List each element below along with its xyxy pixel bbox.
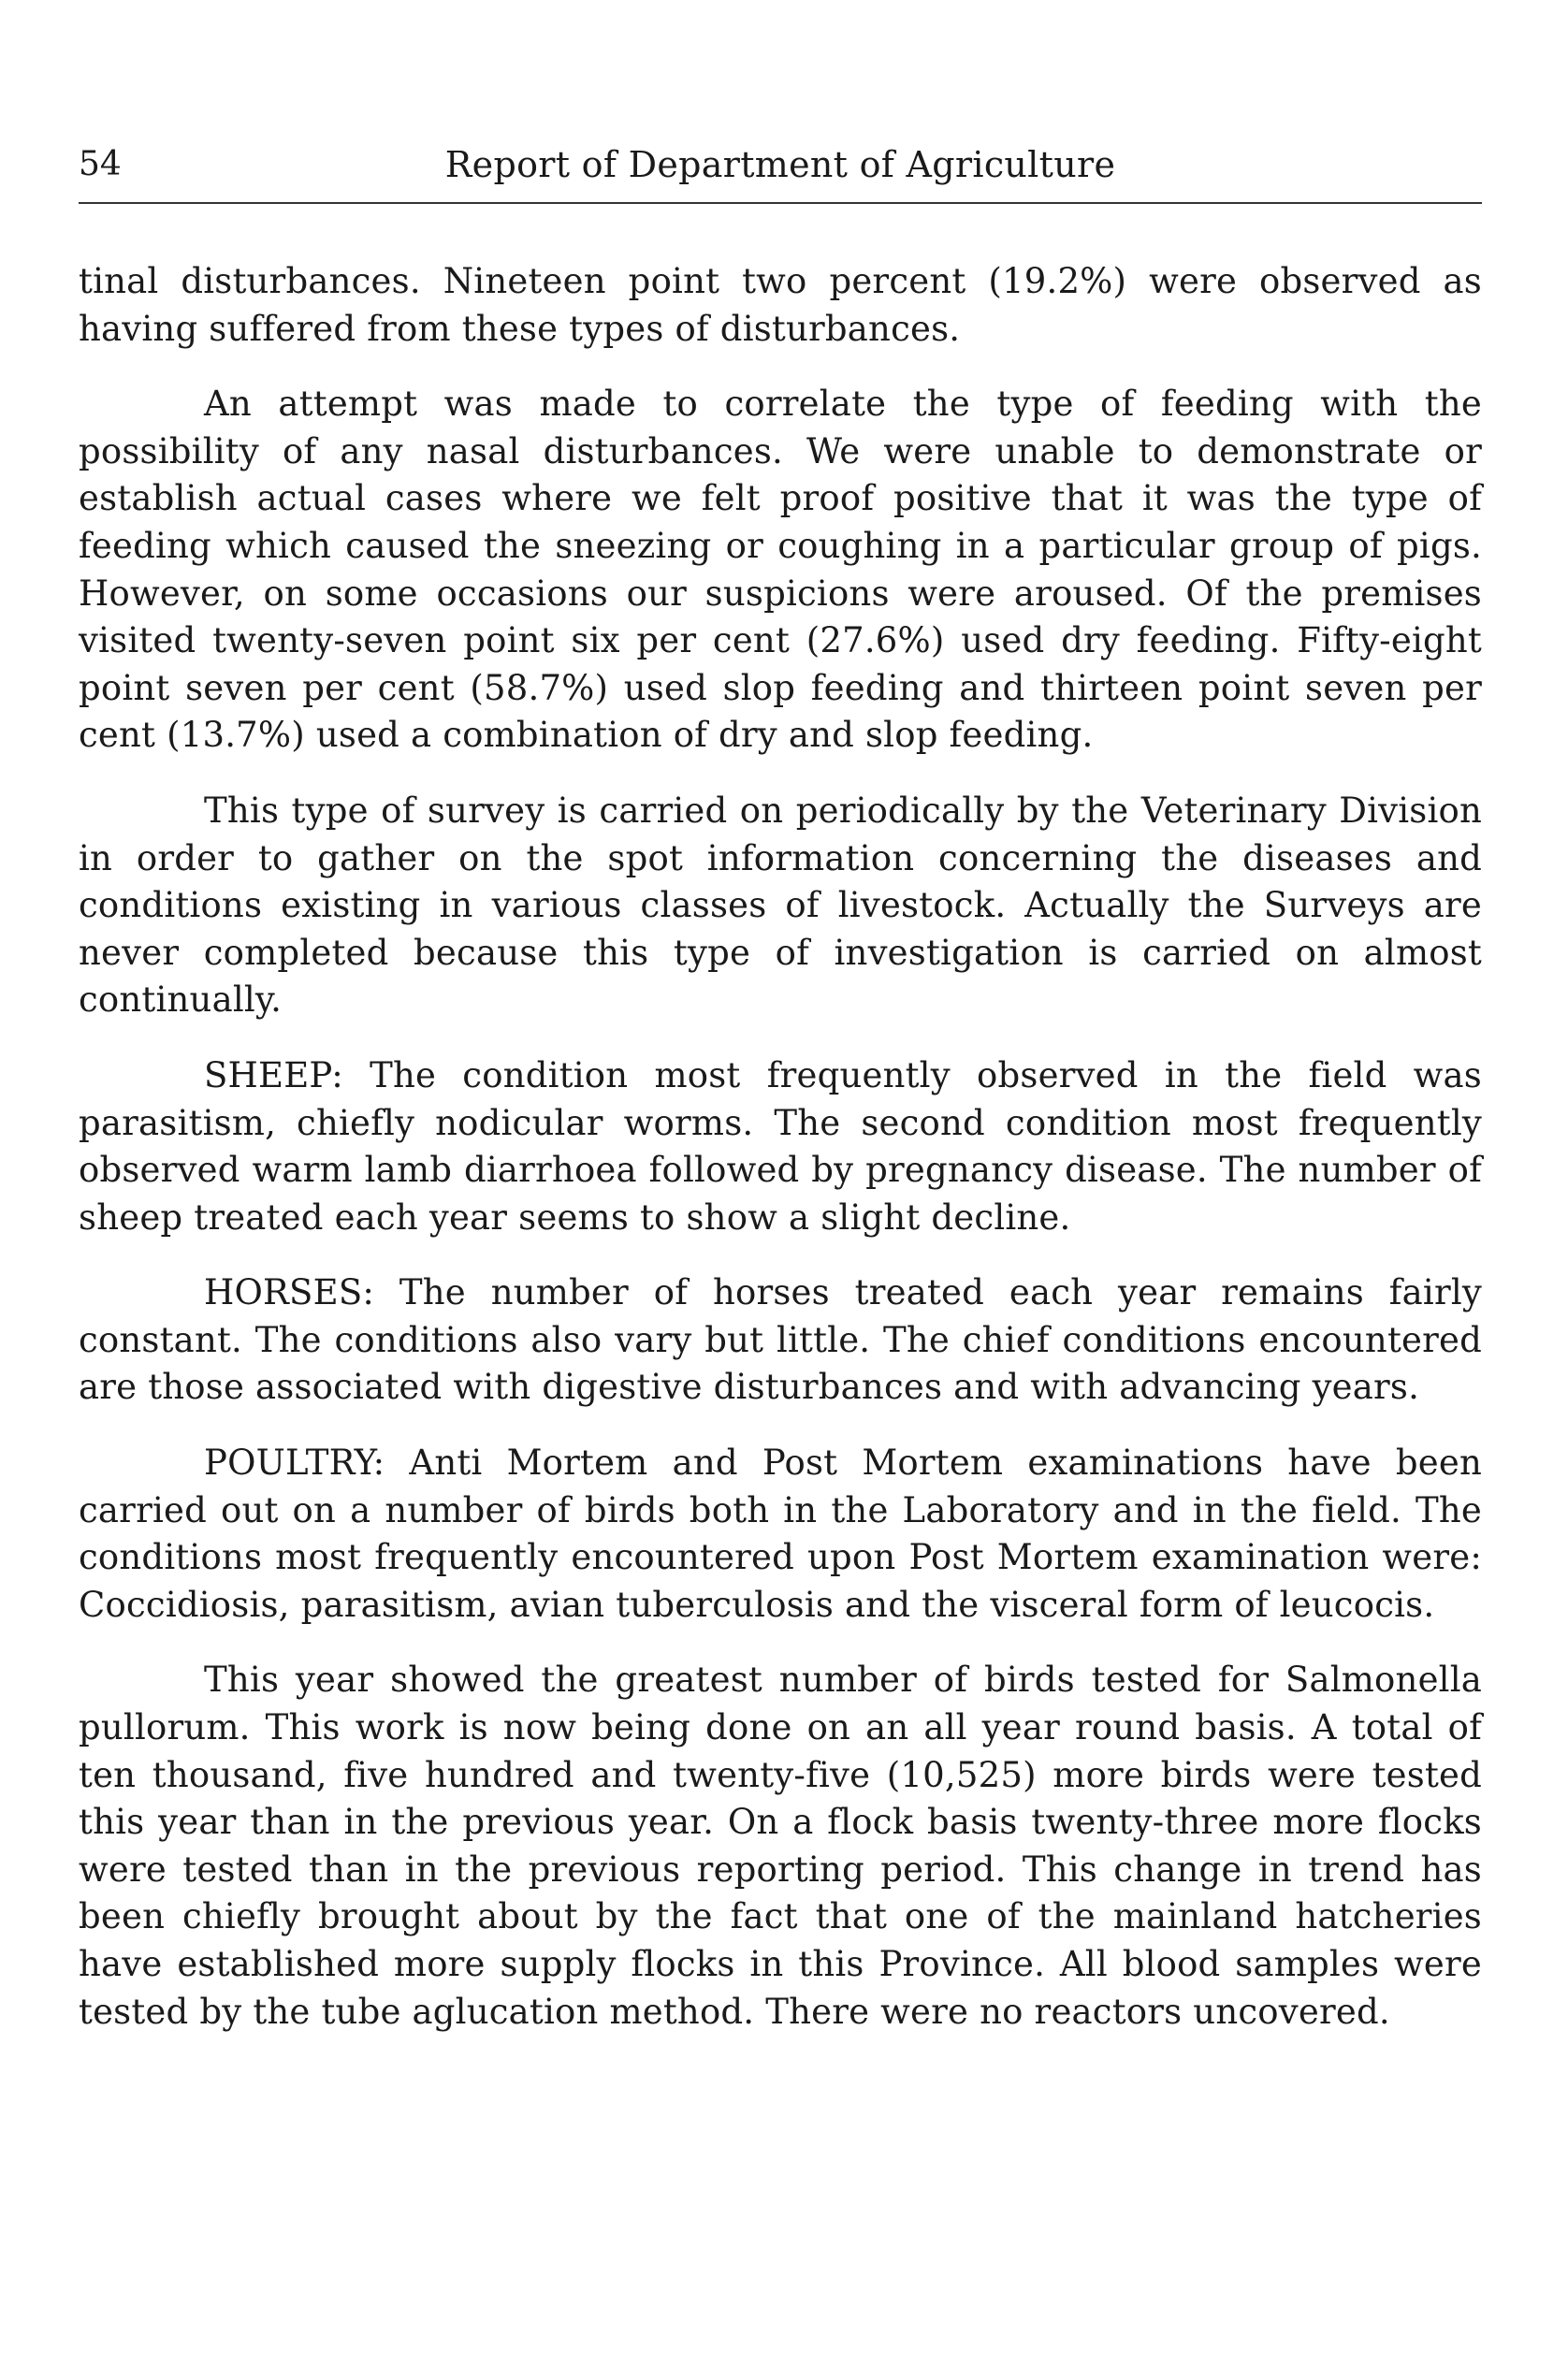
paragraph-salmonella: This year showed the greatest number of birds tested for Salmonella pullorum. This work is now being done on an all year round basis. A total of ten thousand, five hundred and twenty-five (10,525) more birds were tested this year than in the previous year. On a flock basis twenty-three more flocks were tested than in the previous reporting period. This change in trend has been chiefly brought about by the fact that one of the mainland hatcheries have established more supply flocks in this Province. All blood samples were tested by the tube aglucation method. There were no reactors uncovered.: [79, 1660, 1482, 2032]
paragraph-survey: This type of survey is carried on periodically by the Veterinary Division in order to gather on the spot information concerning the diseases and conditions existing in various classes of livestock. Actually the Surveys are never completed because this type of investigation is carried on almost continually.: [79, 790, 1482, 1021]
paragraph-sheep: SHEEP: The condition most frequently observed in the field was parasitism, chiefly nodicular worms. The second condition most frequently observed warm lamb diarrhoea followed by pregnancy disease. The number of sheep treated each year seems to show a slight decline.: [79, 1054, 1482, 1238]
paragraph-feeding-type: An attempt was made to correlate the type of feeding with the possibility of any nasal disturbances. We were unable to demonstrate or establish actual cases where we felt proof positive that it was the type of feeding which caused the sneezing or coughing in a particular group of pigs. However, on some occasions our suspicions were aroused. Of the premises visited twenty-seven point six per cent (27.6%) used dry feeding. Fifty-eight point seven per cent (58.7%) used slop feeding and thirteen point seven per cent (13.7%) used a combination of dry and slop feeding.: [79, 384, 1482, 756]
page-header: [79, 140, 1482, 189]
page-number: 54: [79, 145, 122, 183]
paragraph-horses: HORSES: The number of horses treated each year remains fairly constant. The conditions also vary but little. The chief conditions encountered are those associated with digestive disturbances and with advancing years.: [79, 1272, 1482, 1408]
paragraph-intestinal-disturbances: tinal disturbances. Nineteen point two percent (19.2%) were observed as having suffered from these types of disturbances.: [79, 261, 1482, 349]
body-text: [79, 258, 1482, 2064]
running-title: Report of Department of Agriculture: [444, 144, 1116, 185]
header-rule: [79, 202, 1482, 204]
paragraph-poultry: POULTRY: Anti Mortem and Post Mortem examinations have been carried out on a number of birds both in the Laboratory and in the field. The conditions most frequently encountered upon Post Mortem examination were: Coccidiosis, parasitism, avian tuberculosis and the visceral form of leucocis.: [79, 1443, 1482, 1625]
